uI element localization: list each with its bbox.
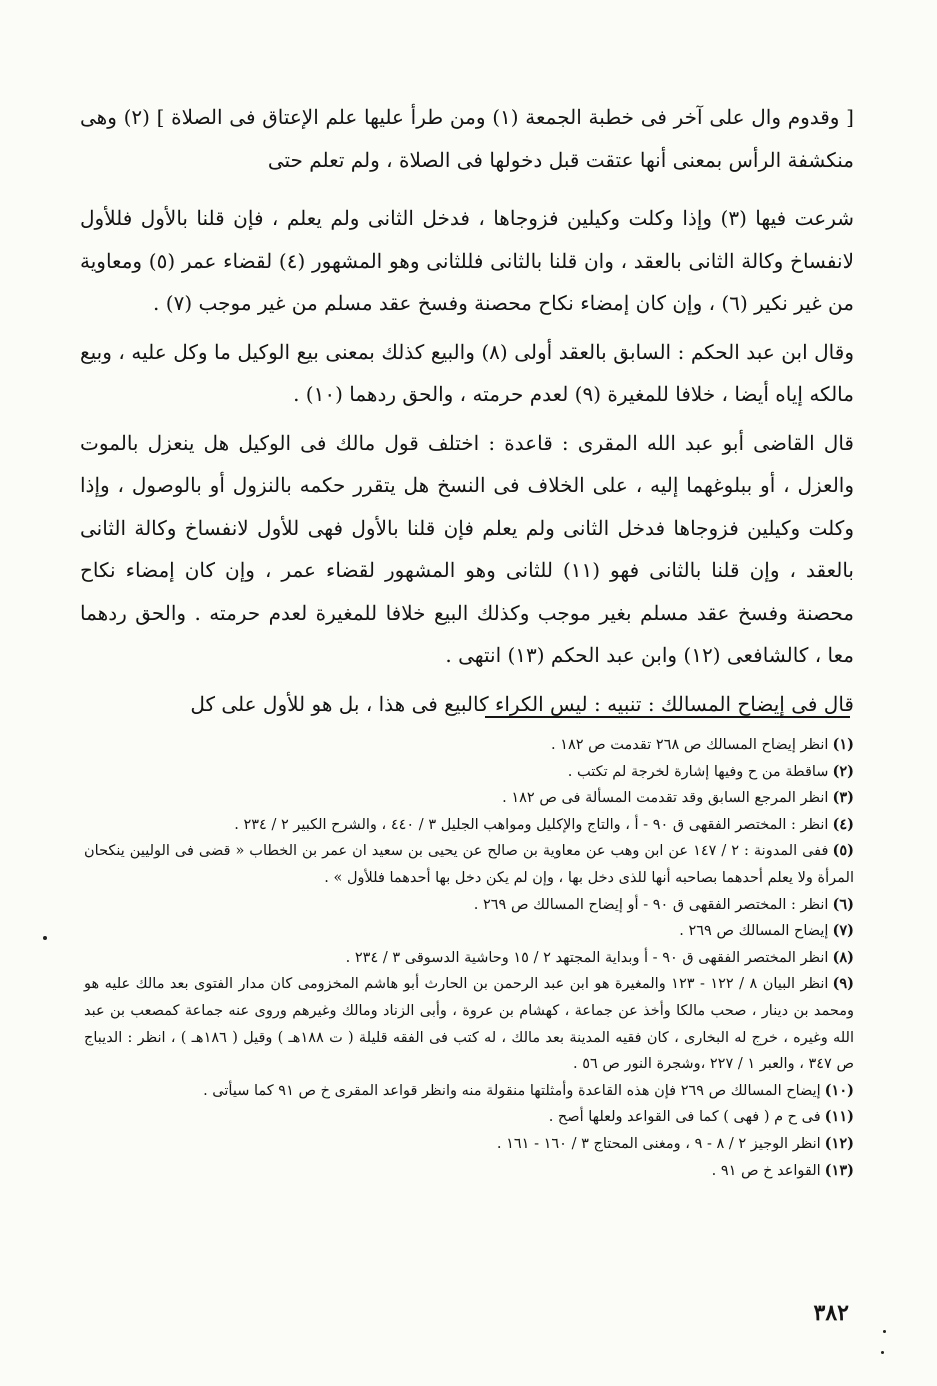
footnote-text: انظر المختصر الفقهى ق ٩٠ - أ وبداية المجتهد ٢ / ١٥ وحاشية الدسوقى ٣ / ٢٣٤ . — [345, 949, 829, 966]
footnote-number: (٧) — [832, 922, 854, 940]
footnote-separator — [485, 716, 850, 718]
footnote-4 — [84, 812, 854, 839]
footnote-number: (١١) — [824, 1108, 854, 1126]
footnote-9 — [84, 971, 854, 1077]
page-number: ٣٨٢ — [813, 1300, 849, 1326]
footnote-text: انظر : المختصر الفقهى ق ٩٠ - أو إيضاح المسالك ص ٢٦٩ . — [473, 896, 829, 913]
footnote-text: انظر المرجع السابق وقد تقدمت المسألة فى ص ١٨٢ . — [502, 790, 829, 807]
footnote-7 — [84, 918, 854, 945]
paragraph-4: قال القاضى أبو عبد الله المقرى : قاعدة : اختلف قول مالك فى الوكيل هل ينعزل بالموت والعزل ، أو ببلوغهما إليه ، على الخلاف فى النسخ هل يتقرر حكمه بالنزول أو بالوصول ، وإذا وكلت وكيلين فزوجاها فدخل الثانى ولم يعلم فإن قلنا بالأول فهى للأول لانفساخ وكالة الثانى بالعقد ، وإن قلنا بالثانى فهو (١١) للثانى وهو المشهور لقضاء عمر ، وإن كان إمضاء نكاح محصنة وفسخ عقد مسلم بغير موجب وكذلك البيع خلافا للمغيرة لعدم حرمته . والحق ردهما معا ، كالشافعى (١٢) وابن عبد الحكم (١٣) انتهى . — [80, 430, 854, 667]
footnote-number: (٣) — [832, 789, 854, 807]
footnote-text: القواعد خ ص ٩١ . — [711, 1162, 821, 1179]
footnote-number: (١٣) — [824, 1161, 854, 1179]
footnote-text: ساقطة من ح وفيها إشارة لخرجة لم تكتب . — [567, 763, 829, 780]
footnote-number: (١٠) — [824, 1081, 854, 1099]
footnote-number: (٥) — [832, 842, 854, 860]
footnote-number: (٨) — [832, 948, 854, 966]
footnote-text: فى ح م ( فهى ) كما فى القواعد ولعلها أصح . — [548, 1109, 821, 1126]
footnote-number: (٩) — [832, 975, 854, 993]
footnote-5 — [84, 838, 854, 891]
footnote-number: (٦) — [832, 895, 854, 913]
main-text — [80, 96, 854, 725]
footnote-6 — [84, 892, 854, 919]
footnote-2 — [84, 759, 854, 786]
footnote-1 — [84, 732, 854, 759]
footnote-3 — [84, 785, 854, 812]
footnote-text: انظر إيضاح المسالك ص ٢٦٨ تقدمت ص ١٨٢ . — [550, 737, 829, 753]
footnote-text: انظر : المختصر الفقهى ق ٩٠ - أ ، والتاج والإكليل ومواهب الجليل ٣ / ٤٤٠ ، والشرح الكبير ٢ / ٢٣٤ . — [234, 816, 829, 833]
footnote-text: ففى المدونة : ٢ / ١٤٧ عن ابن وهب عن معاوية بن صالح عن يحيى بن سعيد ان عمر بن الخطاب « قضى فى الوليين ينكحان المرأة ولا يعلم أحدهما بصاحبه أنها للذى دخل بها ، وإن لم يكن دخل بها أحدهما فللأول » . — [84, 843, 854, 886]
scan-speck — [881, 1351, 884, 1354]
footnote-number: (١٢) — [824, 1134, 854, 1152]
scan-speck — [43, 936, 47, 940]
footnote-text: إيضاح المسالك ص ٢٦٩ . — [679, 923, 829, 940]
footnote-12 — [84, 1131, 854, 1158]
paragraph-5: قال فى إيضاح المسالك : تنبيه : ليس الكراء كالبيع فى هذا ، بل هو للأول على كل — [190, 691, 854, 716]
footnote-number: (١) — [832, 736, 854, 753]
footnote-text: إيضاح المسالك ص ٢٦٩ فإن هذه القاعدة وأمثلتها منقولة منه وانظر قواعد المقرى خ ص ٩١ كما سيأتى . — [203, 1082, 821, 1099]
footnote-number: (٤) — [832, 815, 854, 833]
footnote-text: انظر الوجيز ٢ / ٨ - ٩ ، ومغنى المحتاج ٣ / ١٦٠ - ١٦١ . — [496, 1135, 821, 1152]
footnote-11 — [84, 1104, 854, 1131]
footnote-number: (٢) — [832, 762, 854, 780]
scan-speck — [883, 1330, 886, 1333]
paragraph-1: [ وقدوم وال على آخر فى خطبة الجمعة (١) ومن طرأ عليها علم الإعتاق فى الصلاة ] (٢) وهى منكشفة الرأس بمعنى أنها عتقت قبل دخولها فى الصلاة ، ولم تعلم حتى — [80, 105, 854, 172]
paragraph-3: وقال ابن عبد الحكم : السابق بالعقد أولى (٨) والبيع كذلك بمعنى بيع الوكيل ما وكل عليه ، وبيع مالكه إياه أيضا ، خلافا للمغيرة (٩) لعدم حرمته ، والحق ردهما (١٠) . — [80, 339, 854, 406]
footnote-13 — [84, 1158, 854, 1185]
footnote-10 — [84, 1078, 854, 1105]
footnote-text: انظر البيان ٨ / ١٢٢ - ١٢٣ والمغيرة هو ابن عبد الرحمن بن الحارث أبو هاشم المخزومى كان مدار الفتوى بعد مالك عليه هو ومحمد بن دينار ، صحب مالكا وأخذ عن جماعة ، كهشام بن عروة ، وأبى الزناد ومالك وغيرهم وروى عنه جماعة كمصعب بن عبد الله وغيره ، خرج له البخارى ، كان فقيه المدينة بعد مالك ، له كتب فى الفقه قليلة ( ت ١٨٨هـ ) وقيل ( ١٨٦هـ ) ، انظر : الديباج ص ٣٤٧ ، والعبر ١ / ٢٢٧ ،وشجرة النور ص ٥٦ . — [84, 976, 854, 1073]
paragraph-2: شرعت فيها (٣) وإذا وكلت وكيلين فزوجاها ، فدخل الثانى ولم يعلم ، فإن قلنا بالأول فللأول لانفساخ وكالة الثانى بالعقد ، وان قلنا بالثانى فللثانى وهو المشهور (٤) لقضاء عمر (٥) ومعاوية من غير نكير (٦) ، وإن كان إمضاء نكاح محصنة وفسخ عقد مسلم من غير موجب (٧) . — [80, 206, 854, 315]
footnote-8 — [84, 945, 854, 972]
footnotes — [84, 732, 854, 1184]
